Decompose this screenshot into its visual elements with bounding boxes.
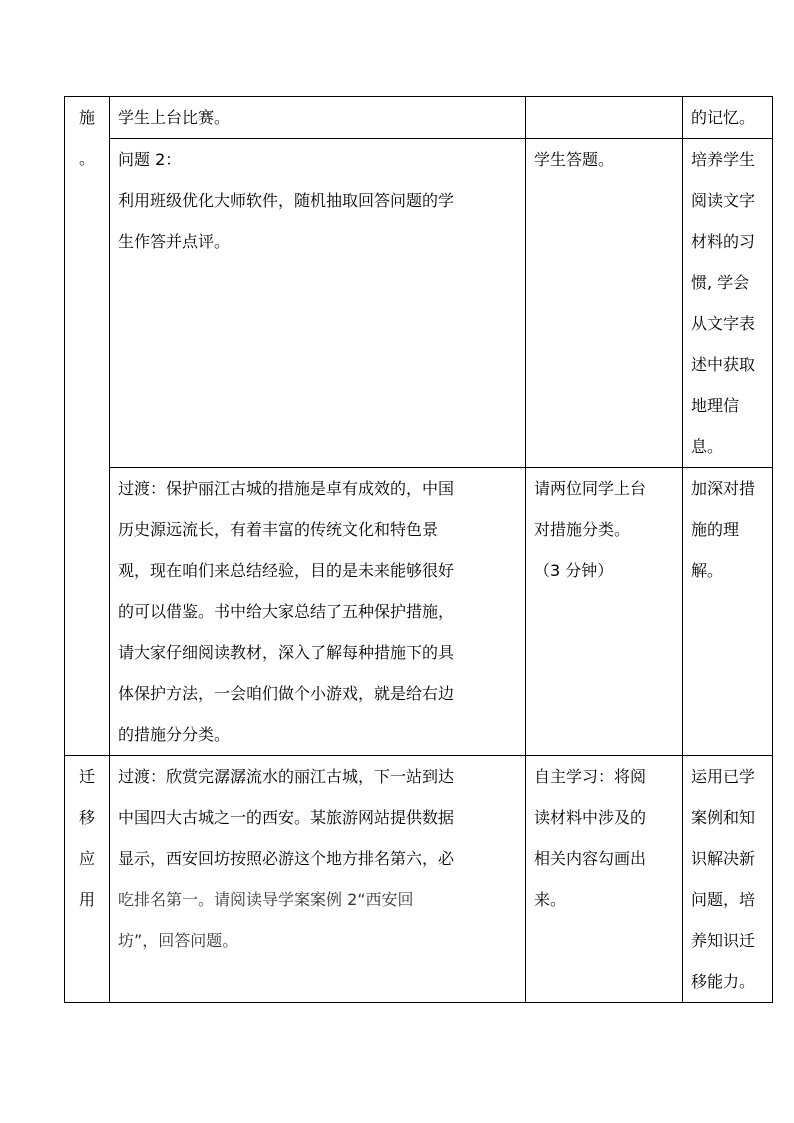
text-line: 养知识迁 [691,931,756,950]
teacher-activity-cell [110,756,526,1003]
student-activity-cell [526,756,683,1003]
teacher-activity-cell [110,97,526,139]
text-line: 息。 [691,437,724,456]
text-line: 过渡：保护丽江古城的措施是卓有成效的，中国 [118,479,455,498]
text-line: 问题，培 [691,890,756,909]
text-line: 历史源远流长，有着丰富的传统文化和特色景 [118,520,439,539]
lesson-plan-table [64,96,773,1003]
text-line: 识解决新 [691,849,756,868]
text-line: 运用已学 [691,767,756,786]
design-intent-cell [683,756,773,1003]
stage-cell [65,756,110,1003]
student-activity-cell [526,97,683,139]
text-line: 学生答题。 [534,150,615,169]
text-line: 吃排名第一。请阅读导学案案例 2“西安回 [118,890,414,909]
student-activity-cell [526,139,683,468]
stage-label-char: 。 [78,149,95,168]
text-line: 问题 2： [118,150,182,169]
table-row [65,139,773,468]
text-line: 中国四大古城之一的西安。某旅游网站提供数据 [118,808,455,827]
text-line: 学生上台比赛。 [118,108,231,127]
text-line: 加深对措 [691,479,756,498]
text-line: 显示，西安回坊按照必游这个地方排名第六，必 [118,849,455,868]
table-row [65,756,773,1003]
text-line: 请两位同学上台 [534,479,647,498]
text-line: 的记忆。 [691,108,756,127]
text-line: 阅读文字 [691,191,756,210]
text-line: 过渡：欣赏完潺潺流水的丽江古城，下一站到达 [118,767,455,786]
text-line: 培养学生 [691,150,756,169]
text-line: 施的理 [691,520,740,539]
text-line: 观，现在咱们来总结经验，目的是未来能够很好 [118,561,455,580]
text-line: 材料的习 [691,232,756,251]
stage-label-char: 应 [78,849,95,868]
design-intent-cell [683,139,773,468]
text-line: 的措施分分类。 [118,725,231,744]
stage-cell [65,97,110,756]
design-intent-cell [683,97,773,139]
text-line: 体保护方法，一会咱们做个小游戏，就是给右边 [118,684,455,703]
table-row [65,97,773,139]
text-line: 请大家仔细阅读教材，深入了解每种措施下的具 [118,643,455,662]
text-line: 来。 [534,890,567,909]
text-line: 利用班级优化大师软件，随机抽取回答问题的学 [118,191,455,210]
text-line: 的可以借鉴。书中给大家总结了五种保护措施， [118,602,455,621]
text-line: 地理信 [691,396,740,415]
text-line: 对措施分类。 [534,520,631,539]
text-line: 读材料中涉及的 [534,808,647,827]
student-activity-cell [526,468,683,756]
table-row [65,468,773,756]
teacher-activity-cell [110,468,526,756]
text-line: 述中获取 [691,355,756,374]
stage-label-char: 施 [78,108,95,127]
teacher-activity-cell [110,139,526,468]
design-intent-cell [683,468,773,756]
text-line: 案例和知 [691,808,756,827]
text-line: 自主学习：将阅 [534,767,647,786]
text-line: 移能力。 [691,972,756,991]
text-line: 惯, 学会 [691,273,750,292]
text-line: 生作答并点评。 [118,232,231,251]
stage-label-char: 移 [78,808,95,827]
text-line: 相关内容勾画出 [534,849,647,868]
text-line: 从文字表 [691,314,756,333]
stage-label-char: 用 [78,890,95,909]
stage-label-char: 迁 [78,767,95,786]
text-line: 坊”，回答问题。 [118,931,239,950]
text-line: （3 分钟） [534,561,614,580]
text-line: 解。 [691,561,724,580]
